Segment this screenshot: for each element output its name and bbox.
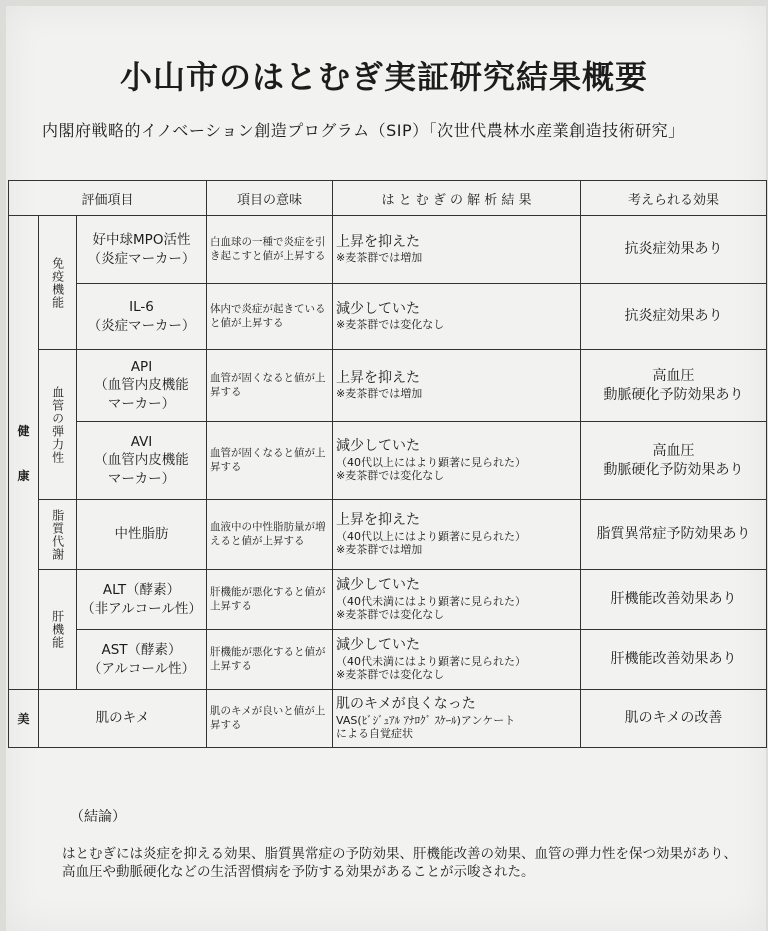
page-title: 小山市のはとむぎ実証研究結果概要 bbox=[119, 58, 648, 96]
conclusion-heading: （結論） bbox=[70, 809, 126, 825]
results-table bbox=[8, 180, 767, 748]
effect-cell: 肌のキメの改善 bbox=[581, 690, 767, 748]
page-subtitle: 内閣府戦略的イノベーション創造プログラム（SIP）「次世代農林水産業創造技術研究」 bbox=[42, 121, 685, 140]
result-cell bbox=[333, 570, 581, 630]
effect-cell: 抗炎症効果あり bbox=[581, 216, 767, 284]
effect-cell: 肝機能改善効果あり bbox=[581, 630, 767, 690]
result-main: 上昇を抑えた bbox=[336, 233, 420, 250]
table-row bbox=[9, 630, 767, 690]
result-cell bbox=[333, 422, 581, 500]
result-cell bbox=[333, 630, 581, 690]
result-note: VAS(ﾋﾞｼﾞｭｱﾙ ｱﾅﾛｸﾞ ｽｹｰﾙ)アンケート による自覚症状 bbox=[336, 713, 516, 741]
result-main: 肌のキメが良くなった bbox=[336, 696, 476, 712]
result-main: 減少していた bbox=[336, 300, 420, 317]
effect-cell: 脂質異常症予防効果あり bbox=[581, 500, 767, 570]
header-evaluation-item: 評価項目 bbox=[9, 181, 207, 216]
result-main: 上昇を抑えた bbox=[336, 512, 420, 528]
result-cell bbox=[333, 216, 581, 284]
result-main: 減少していた bbox=[336, 637, 420, 653]
effect-cell: 抗炎症効果あり bbox=[581, 284, 767, 350]
meaning-cell: 血液中の中性脂肪量が増えると値が上昇する bbox=[207, 500, 333, 570]
meaning-cell: 肝機能が悪化すると値が上昇する bbox=[207, 630, 333, 690]
group-vascular: 血管の弾力性 bbox=[39, 350, 77, 500]
result-note: ※麦茶群では増加 bbox=[336, 251, 423, 265]
effect-cell: 高血圧 動脈硬化予防効果あり bbox=[581, 422, 767, 500]
meaning-cell: 血管が固くなると値が上昇する bbox=[207, 350, 333, 422]
item-cell: AST（酵素） （アルコール性） bbox=[77, 630, 207, 690]
meaning-cell: 肝機能が悪化すると値が上昇する bbox=[207, 570, 333, 630]
category-health: 健 康 bbox=[9, 216, 39, 690]
result-cell bbox=[333, 690, 581, 748]
effect-cell: 高血圧 動脈硬化予防効果あり bbox=[581, 350, 767, 422]
table-row bbox=[9, 422, 767, 500]
conclusion-text: はとむぎには炎症を抑える効果、脂質異常症の予防効果、肝機能改善の効果、血管の弾力性を保つ効果があり、高血圧や動脈硬化などの生活習慣病を予防する効果があることが示唆された。 bbox=[62, 846, 737, 881]
item-cell: 好中球MPO活性 （炎症マーカー） bbox=[77, 216, 207, 284]
result-note: （40代未満にはより顕著に見られた） ※麦茶群では変化なし bbox=[336, 654, 526, 682]
item-cell: 肌のキメ bbox=[39, 690, 207, 748]
result-note: （40代以上にはより顕著に見られた） ※麦茶群では増加 bbox=[336, 529, 526, 557]
result-note: （40代以上にはより顕著に見られた） ※麦茶群では変化なし bbox=[336, 455, 526, 483]
category-beauty: 美 bbox=[9, 690, 39, 748]
result-main: 減少していた bbox=[336, 577, 420, 593]
item-cell: ALT（酵素） （非アルコール性） bbox=[77, 570, 207, 630]
table-row bbox=[9, 500, 767, 570]
result-cell bbox=[333, 500, 581, 570]
group-immune: 免疫機能 bbox=[39, 216, 77, 350]
table-row bbox=[9, 570, 767, 630]
header-item-meaning: 項目の意味 bbox=[207, 181, 333, 216]
meaning-cell: 血管が固くなると値が上昇する bbox=[207, 422, 333, 500]
result-note: ※麦茶群では変化なし bbox=[336, 318, 445, 332]
effect-cell: 肝機能改善効果あり bbox=[581, 570, 767, 630]
result-note: （40代未満にはより顕著に見られた） ※麦茶群では変化なし bbox=[336, 594, 526, 622]
item-cell: AVI （血管内皮機能 マーカー） bbox=[77, 422, 207, 500]
table-header-row bbox=[9, 181, 767, 216]
item-cell: 中性脂肪 bbox=[77, 500, 207, 570]
header-analysis-result: は と む ぎ の 解 析 結 果 bbox=[333, 181, 581, 216]
table-row bbox=[9, 690, 767, 748]
table-row bbox=[9, 284, 767, 350]
meaning-cell: 白血球の一種で炎症を引き起こすと値が上昇する bbox=[207, 216, 333, 284]
result-main: 上昇を抑えた bbox=[336, 369, 420, 386]
group-lipid: 脂質代謝 bbox=[39, 500, 77, 570]
meaning-cell: 体内で炎症が起きていると値が上昇する bbox=[207, 284, 333, 350]
item-cell: API （血管内皮機能 マーカー） bbox=[77, 350, 207, 422]
table-row bbox=[9, 350, 767, 422]
item-cell: IL-6 （炎症マーカー） bbox=[77, 284, 207, 350]
table-row bbox=[9, 216, 767, 284]
group-liver: 肝機能 bbox=[39, 570, 77, 690]
result-main: 減少していた bbox=[336, 438, 420, 454]
result-note: ※麦茶群では増加 bbox=[336, 387, 423, 401]
header-expected-effect: 考えられる効果 bbox=[581, 181, 767, 216]
result-cell bbox=[333, 350, 581, 422]
meaning-cell: 肌のキメが良いと値が上昇する bbox=[207, 690, 333, 748]
result-cell bbox=[333, 284, 581, 350]
